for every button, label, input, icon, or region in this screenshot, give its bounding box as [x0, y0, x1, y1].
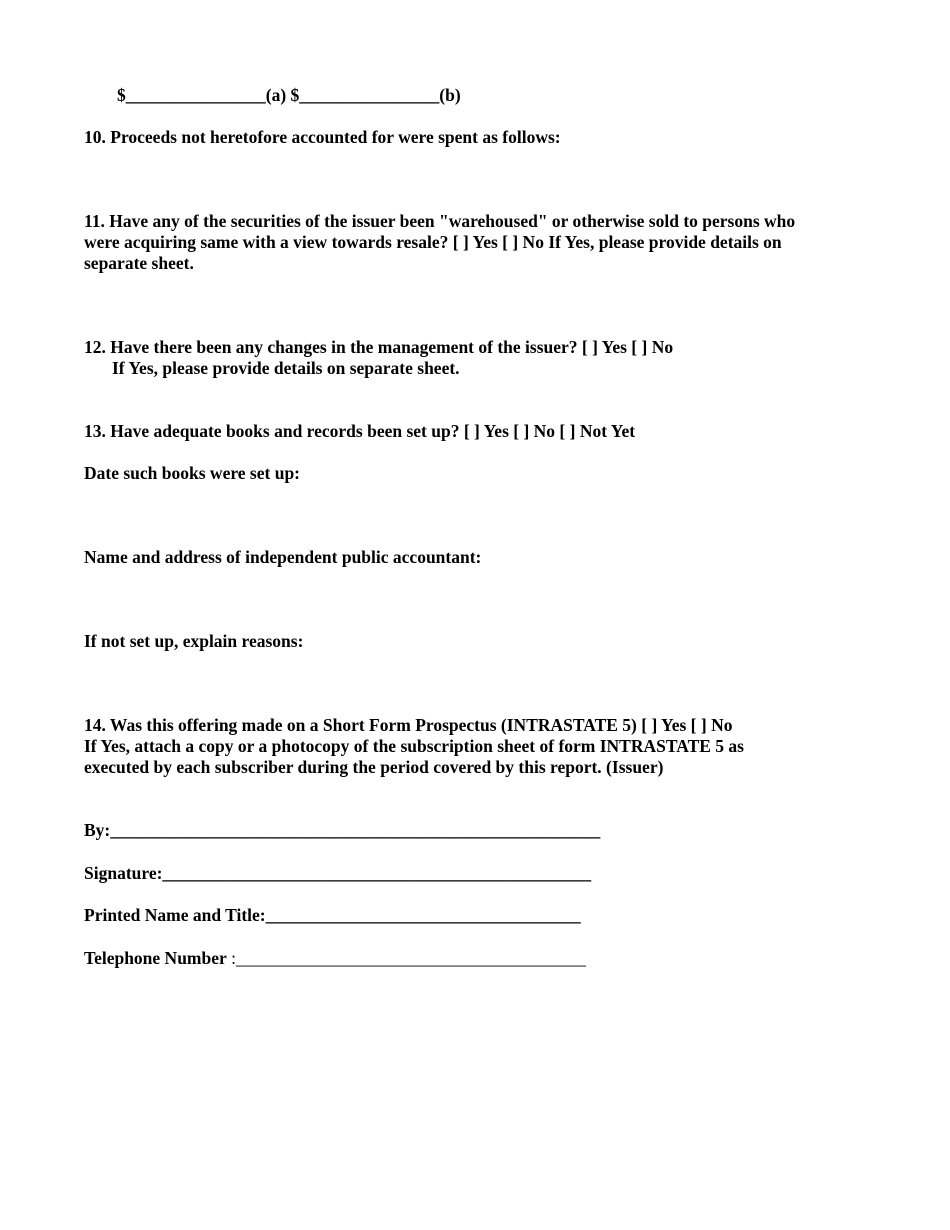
question-11-line-2: were acquiring same with a view towards resale? [ ] Yes [ ] No If Yes, please provide details on: [84, 232, 782, 252]
books-date-label: Date such books were set up:: [84, 463, 300, 483]
telephone-line[interactable]: :________________________________________: [226, 948, 587, 968]
not-setup-label: If not set up, explain reasons:: [84, 631, 304, 651]
question-11-line-1: 11. Have any of the securities of the issuer been "warehoused" or otherwise sold to persons who: [84, 211, 796, 231]
by-field[interactable]: By:________________________________________________________: [84, 820, 601, 840]
question-10: 10. Proceeds not heretofore accounted for were spent as follows:: [84, 127, 561, 147]
question-14-line-1: 14. Was this offering made on a Short Form Prospectus (INTRASTATE 5) [ ] Yes [ ] No: [84, 715, 733, 735]
printed-name-title-field[interactable]: Printed Name and Title:____________________________________: [84, 905, 581, 925]
telephone-label: Telephone Number: [84, 948, 227, 968]
question-14-line-2: If Yes, attach a copy or a photocopy of the subscription sheet of form INTRASTATE 5 as: [84, 736, 744, 756]
question-12-line-2: If Yes, please provide details on separate sheet.: [112, 358, 460, 378]
question-13-text: 13. Have adequate books and records been set up? [ ] Yes [ ] No [ ] Not Yet: [84, 421, 636, 441]
amounts-line: $________________(a) $________________(b): [117, 85, 461, 105]
question-12-line-1: 12. Have there been any changes in the management of the issuer? [ ] Yes [ ] No: [84, 337, 674, 357]
question-14-line-3: executed by each subscriber during the period covered by this report. (Issuer): [84, 757, 664, 777]
telephone-field[interactable]: [84, 948, 586, 969]
accountant-label: Name and address of independent public accountant:: [84, 547, 482, 567]
signature-field[interactable]: Signature:_________________________________________________: [84, 863, 592, 883]
question-11-line-3: separate sheet.: [84, 253, 194, 273]
